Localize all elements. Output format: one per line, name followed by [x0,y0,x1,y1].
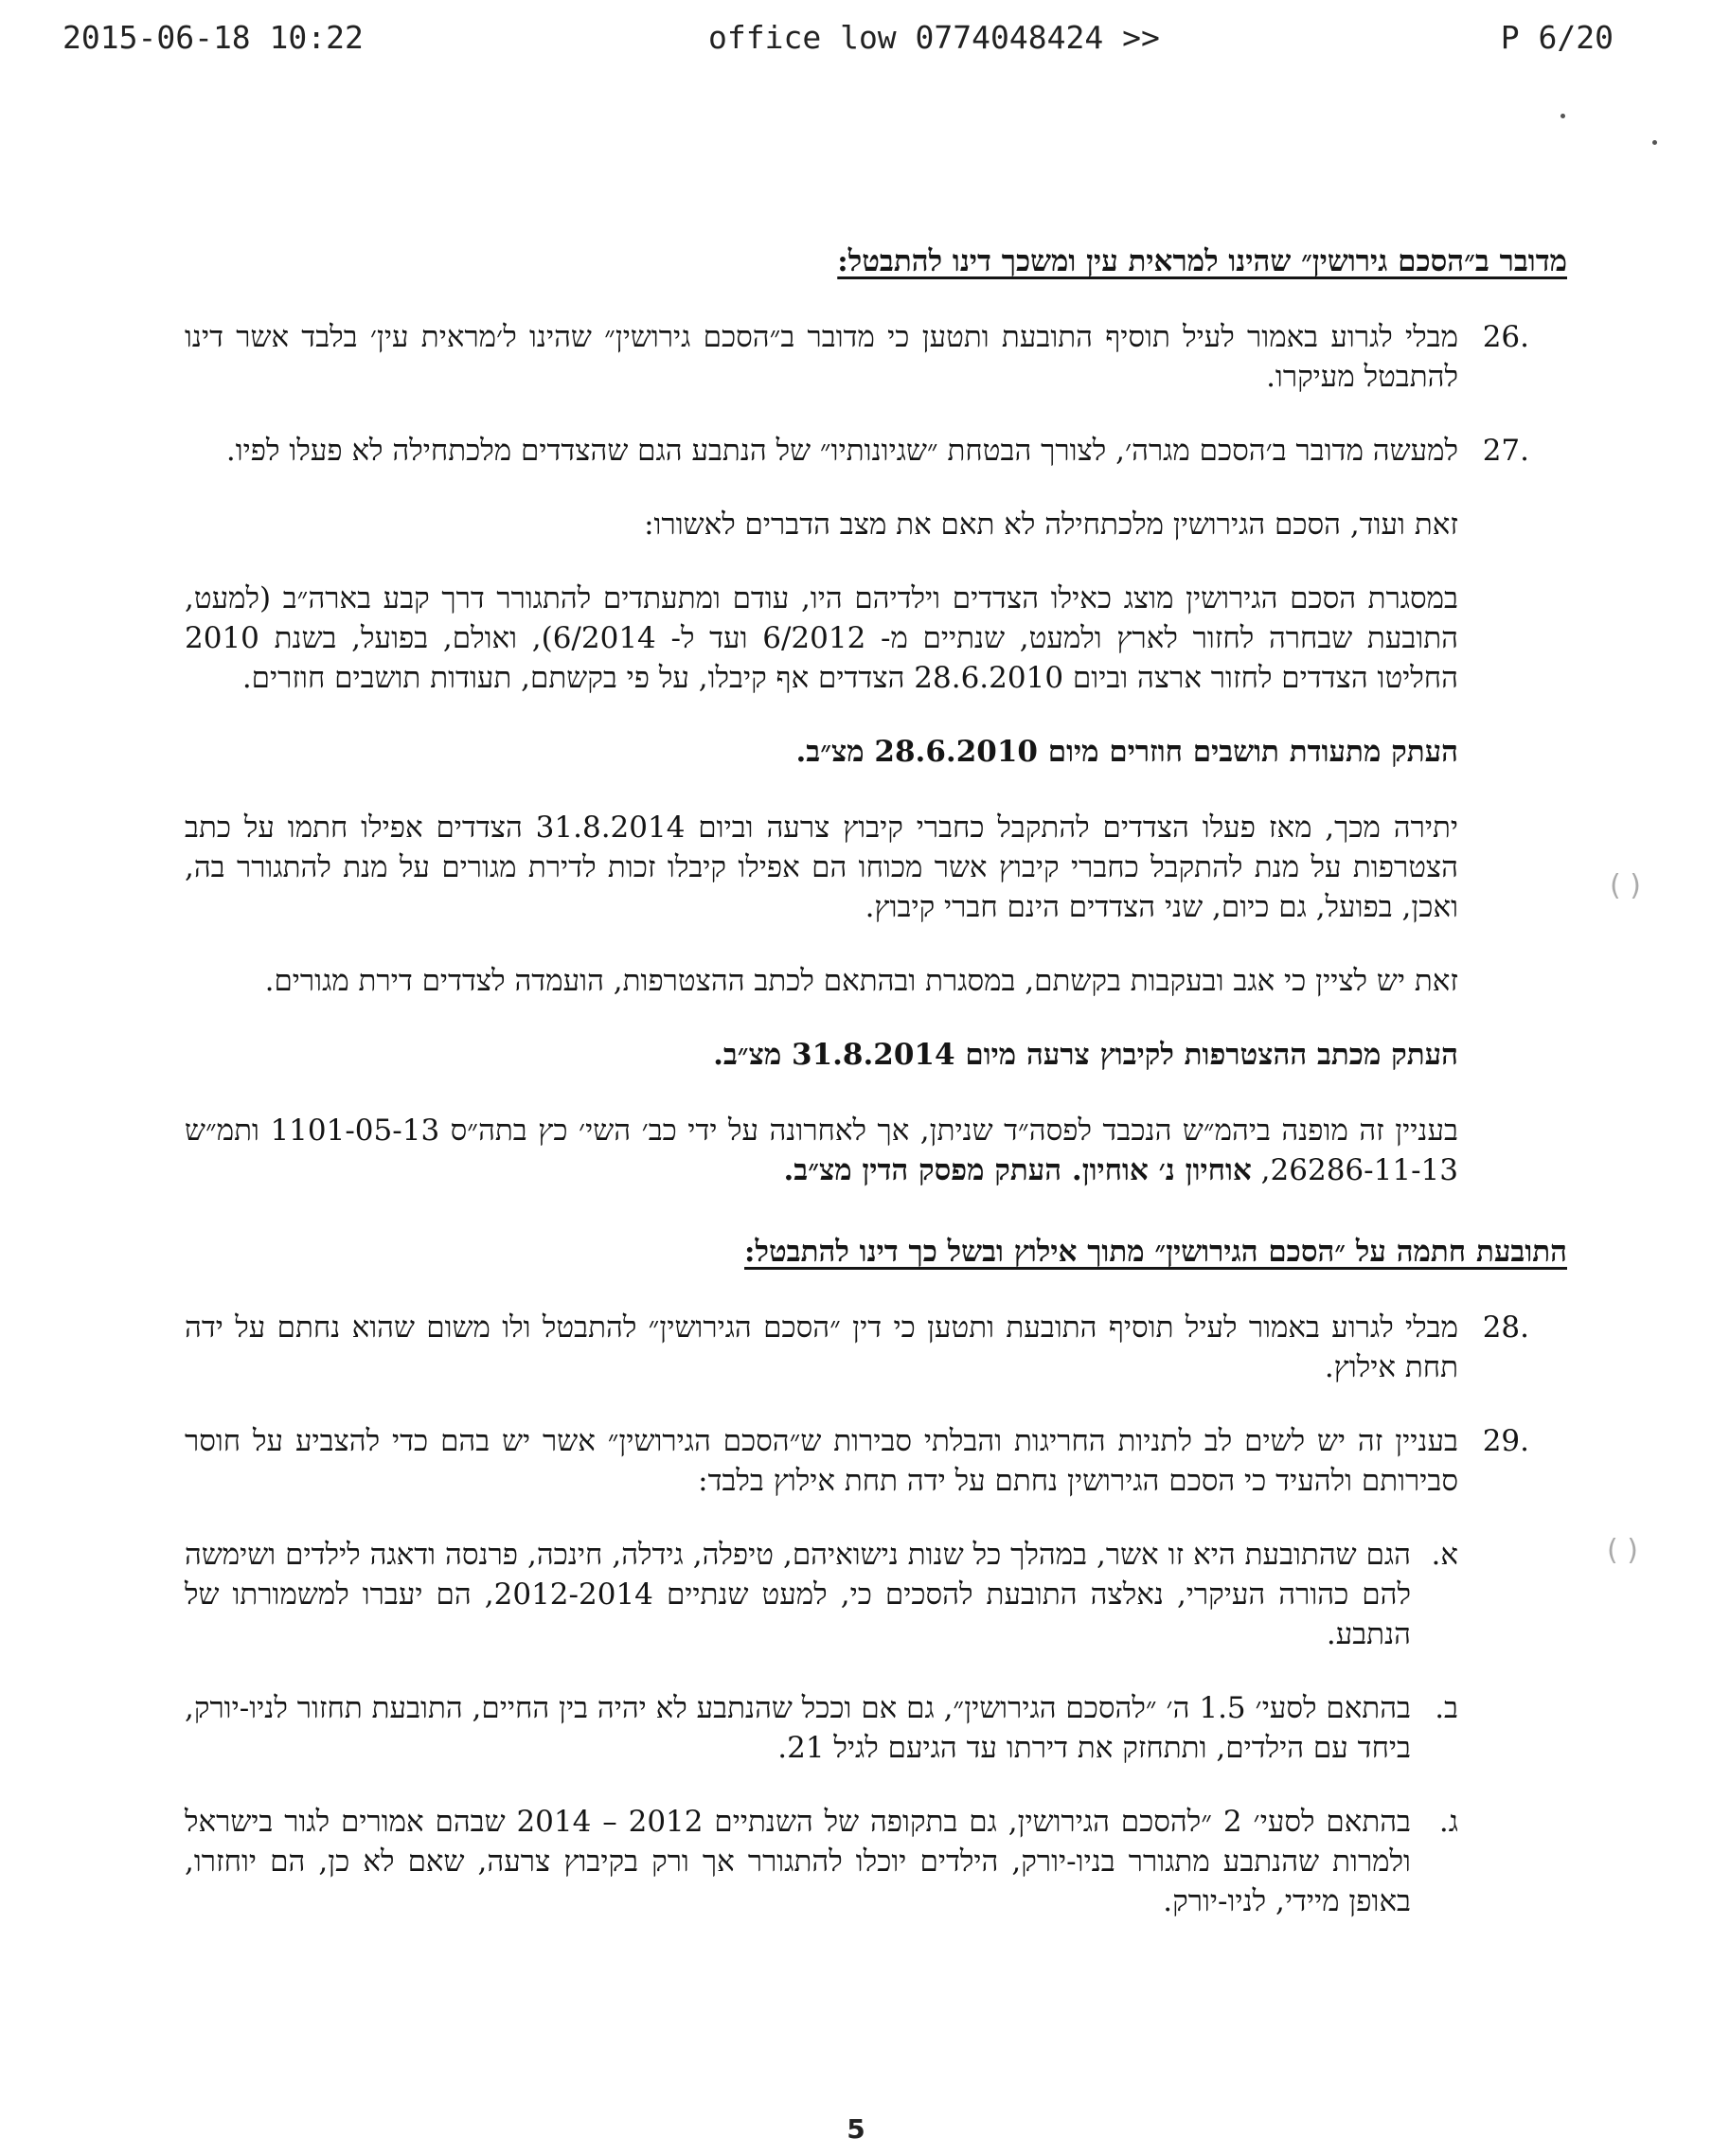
scan-speck [1652,140,1657,145]
paragraph-number: .29 [1482,1424,1529,1458]
sub-item-letter: ב. [1435,1691,1458,1725]
paragraph-text: מבלי לגרוע באמור לעיל תוסיף התובעת ותטען כי מדובר ב״הסכם גירושין״ שהינו ל׳מראית עין׳ בלבד אשר דינו להתבטל מעיקרו. [185,320,1458,394]
exhibit-reference: העתק מתעודת תושבים חוזרים מיום 28.6.2010 מצ״ב. [795,735,1458,769]
margin-mark: ( ) [1607,1534,1638,1567]
section-heading: התובעת חתמה על ״הסכם הגירושין״ מתוך אילוץ ובשל כך דינו להתבטל: [744,1235,1567,1269]
sub-item [185,1688,1458,1768]
paragraph-number: .28 [1482,1310,1529,1345]
paragraph-text: במסגרת הסכם הגירושין מוצג כאילו הצדדים וילדיהם היו, עודם ומתעתדים להתגורר דרך קבע בארה״ב (למעט, התובעת שבחרה לחזור לארץ ולמעט, שנתיים מ- 6/2012 ועד ל- 6/2014), ואולם, בפועל, בשנת 2010 החליטו הצדדים לחזור ארצה וביום 28.6.2010 הצדדים אף קיבלו, על פי בקשתם, תעודות תושבים חוזרים. [185,581,1458,695]
paragraph-text: זאת יש לציין כי אגב ובעקבות בקשתם, במסגרת ובהתאם לכתב ההצטרפות, הועמדה לצדדים דירת מגורים. [264,964,1458,998]
paragraph-number: .26 [1482,320,1529,354]
exhibit-reference: העתק מכתב ההצטרפות לקיבוץ צרעה מיום 31.8.2014 מצ״ב. [713,1038,1458,1072]
fax-datetime: 2015-06-18 10:22 [62,19,364,56]
fax-header [0,0,1712,76]
section-heading: מדובר ב״הסכם גירושין״ שהינו למראית עין ומשכך דינו להתבטל: [837,244,1567,278]
fax-page: P 6/20 [1500,19,1614,56]
sub-item-letter: ג. [1438,1805,1458,1839]
numbered-paragraph [185,431,1567,471]
sub-item-letter: א. [1431,1538,1458,1572]
paragraph-text [185,1111,1458,1190]
margin-mark: ( ) [1610,869,1641,902]
paragraph-text-plain: בעניין זה מופנה ביהמ״ש הנכבד לפסה״ד שניתן, אך לאחרונה על ידי כב׳ השי׳ כץ בתה״ס 1101-05-13 ותמ״ש 26286-11-13, [185,1114,1459,1187]
sub-item-text: בהתאם לסעי׳ 1.5 ה׳ ״להסכם הגירושין״, גם אם וככל שהנתבע לא יהיה בין החיים, התובעת תחזור לניו-יורק, ביחד עם הילדים, ותתחזק את דירתו עד הגיעם לגיל 21. [185,1691,1411,1765]
paragraph-text: בעניין זה יש לשים לב לתניות החריגות והבלתי סבירות ש״הסכם הגירושין״ אשר יש בהם כדי להצביע על חוסר סבירותם ולהעיד כי הסכם הגירושין נחתם על ידה תחת אילוץ בלבד: [185,1424,1458,1498]
numbered-paragraph [185,1421,1567,1501]
numbered-paragraph [185,1308,1567,1387]
case-citation: אוחיון נ׳ אוחיון. העתק מפסק הדין מצ״ב. [783,1153,1252,1187]
paragraph-text: מבלי לגרוע באמור לעיל תוסיף התובעת ותטען כי דין ״הסכם הגירושין״ להתבטל ולו משום שהוא נחתם על ידה תחת אילוץ. [185,1310,1458,1384]
paragraph-number: .27 [1482,434,1529,468]
sub-item [185,1802,1458,1921]
paragraph-text: יתירה מכך, מאז פעלו הצדדים להתקבל כחברי קיבוץ צרעה וביום 31.8.2014 הצדדים אפילו חתמו על כתב הצטרפות על מנת להתקבל כחברי קיבוץ אשר מכוחו הם אפילו קיבלו זכות לדירת מגורים על מנת להתגורר בה, ואכן, בפועל, גם כיום, שני הצדדים הינם חברי קיבוץ. [185,811,1458,924]
sub-item-text: בהתאם לסעי׳ 2 ״להסכם הגירושין, גם בתקופה של השנתיים 2012 – 2014 שבהם אמורים לגור בישראל ולמרות שהנתבע מתגורר בניו-יורק, הילדים יוכלו להתגורר אך ורק בקיבוץ צרעה, שאם לא כן, הם יוחזרו, באופן מיידי, לניו-יורק. [185,1805,1412,1918]
numbered-paragraph [185,317,1567,397]
scan-speck [1560,114,1565,118]
paragraph-text: למעשה מדובר ב׳הסכם מגרה׳, לצורך הבטחת ״שגיונותיו״ של הנתבע הגם שהצדדים מלכתחילה לא פעלו לפיו. [225,434,1458,468]
document-body [185,241,1567,1955]
page-number: 5 [847,2113,865,2145]
paragraph-text: זאת ועוד, הסכם הגירושין מלכתחילה לא תאם את מצב הדברים לאשורו: [644,508,1458,542]
sub-item [185,1535,1458,1654]
sub-item-text: הגם שהתובעת היא זו אשר, במהלך כל שנות נישואיהם, טיפלה, גידלה, חינכה, פרנסה ודאגה לילדים ושימשה להם כהורה העיקרי, נאלצה התובעת להסכים כי, למעט שנתיים 2012-2014, הם יעברו למשמורתו של הנתבע. [185,1538,1411,1651]
fax-sender: office low 0774048424 >> [708,19,1160,56]
